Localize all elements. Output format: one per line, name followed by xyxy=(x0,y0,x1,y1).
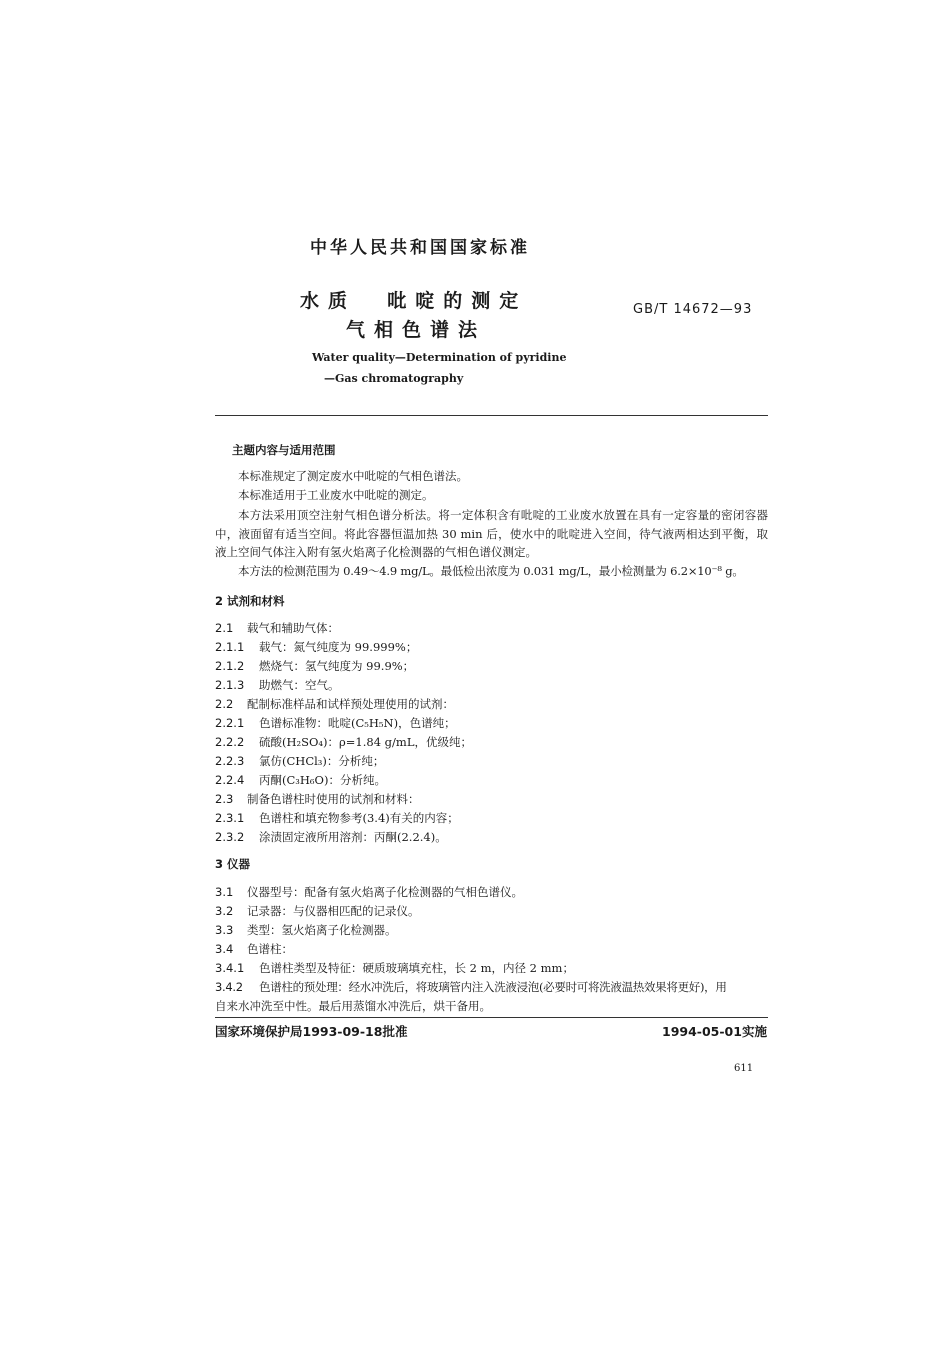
list-item-continuation: 自来水冲洗至中性。最后用蒸馏水冲洗后，烘干备用。 xyxy=(215,999,491,1013)
list-item: 2.3.2 涂渍固定液所用溶剂：丙酮(2.2.4)。 xyxy=(215,830,447,844)
list-item: 2.2.4 丙酮(C₃H₆O)：分析纯。 xyxy=(215,773,386,787)
list-item: 3.1 仪器型号：配备有氢火焰离子化检测器的气相色谱仪。 xyxy=(215,885,523,899)
national-standard-heading: 中华人民共和国国家标准 xyxy=(310,238,530,258)
title-chinese-line2: 气相色谱法 xyxy=(346,319,487,341)
section1-paragraph: 本方法采用顶空注射气相色谱分析法。将一定体积含有吡啶的工业废水放置在具有一定容量的密闭容器中，液面留有适当空间。将此容器恒温加热 30 min 后，使水中的吡啶进入空间，待气液两相达到平衡，取液上空间气体注入附有氢火焰离子化检测器的气相色谱仪测定。 xyxy=(215,508,768,559)
list-item: 3.4.2 色谱柱的预处理：经水冲洗后，将玻璃管内注入洗液浸泡(必要时可将洗液温热效果将更好)，用 xyxy=(215,980,727,994)
page-number: 611 xyxy=(734,1063,754,1074)
list-item: 3.3 类型：氢火焰离子化检测器。 xyxy=(215,923,397,937)
list-item: 2.2 配制标准样品和试样预处理使用的试剂： xyxy=(215,697,454,711)
section2-heading: 2 试剂和材料 xyxy=(215,594,285,608)
approval-line: 国家环境保护局1993-09-18批准 xyxy=(215,1024,408,1039)
header-rule xyxy=(215,415,768,416)
title-english-line2: —Gas chromatography xyxy=(324,372,464,385)
standard-number: GB/T 14672—93 xyxy=(633,302,753,317)
list-item: 3.4.1 色谱柱类型及特征：硬质玻璃填充柱，长 2 m，内径 2 mm； xyxy=(215,961,574,975)
section1-paragraph: 本标准规定了测定废水中吡啶的气相色谱法。 xyxy=(238,469,468,483)
section1-heading: 主题内容与适用范围 xyxy=(232,443,336,457)
list-item: 2.3 制备色谱柱时使用的试剂和材料： xyxy=(215,792,420,806)
list-item: 2.1.3 助燃气：空气。 xyxy=(215,678,340,692)
section1-paragraph: 本方法的检测范围为 0.49～4.9 mg/L。最低检出浓度为 0.031 mg/L，最小检测量为 6.2×10⁻⁸ g。 xyxy=(238,564,744,578)
list-item: 2.1.2 燃烧气：氢气纯度为 99.9%； xyxy=(215,659,415,673)
title-english-line1: Water quality—Determination of pyridine xyxy=(312,351,567,364)
list-item: 2.1.1 载气：氮气纯度为 99.999%； xyxy=(215,640,418,654)
section1-paragraph: 本标准适用于工业废水中吡啶的测定。 xyxy=(238,488,434,502)
title-chinese-line1: 水质 吡啶的测定 xyxy=(300,290,528,312)
list-item: 2.2.2 硫酸(H₂SO₄)：ρ=1.84 g/mL，优级纯； xyxy=(215,735,472,749)
footer-rule xyxy=(215,1017,768,1018)
list-item: 3.2 记录器：与仪器相匹配的记录仪。 xyxy=(215,904,420,918)
list-item: 2.1 载气和辅助气体： xyxy=(215,621,339,635)
section3-heading: 3 仪器 xyxy=(215,857,251,871)
list-item: 2.2.3 氯仿(CHCl₃)：分析纯； xyxy=(215,754,385,768)
list-item: 2.3.1 色谱柱和填充物参考(3.4)有关的内容； xyxy=(215,811,459,825)
effective-date: 1994-05-01实施 xyxy=(662,1024,767,1039)
list-item: 2.2.1 色谱标准物：吡啶(C₅H₅N)，色谱纯； xyxy=(215,716,456,730)
list-item: 3.4 色谱柱： xyxy=(215,942,293,956)
